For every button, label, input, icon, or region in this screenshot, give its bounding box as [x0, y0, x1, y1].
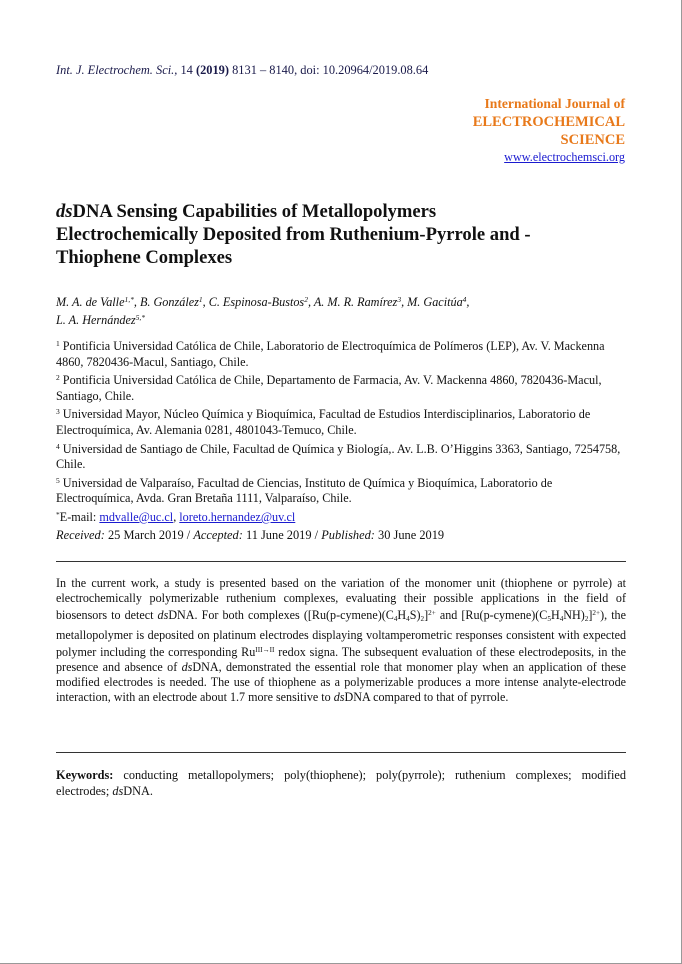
author: B. González$^1$, [139, 295, 209, 309]
journal-url-link[interactable]: www.electrochemsci.org [504, 150, 625, 164]
author: A. M. R. Ramírez$^3$, [313, 295, 408, 309]
abstract: In the current work, a study is presented based on the variation of the monomer unit (thiophene or pyrrole) at electrochemically polymerizable ruthenium complexes, evaluating their possible applications in the field of biosensors to detect dsDNA. For both complexes ($[Ru(p-cymene)(C_4H_4S)_2]^{2+}$ and $[Ru(p-cymene)(C_5H_4NH)_2]^{2+}$), the metallopolymer is deposited on platinum electrodes displaying voltamperometric responses consistent with expected polymer including the corresponding $Ru^{III\to II}$ redox signa. The subsequent evaluation of these electrodeposits, in the presence and absence of dsDNA, demonstrated the essential role that monomer play when an application of these modified electrodes is needed. The use of thiophene as a polymerizable produces a more intense analyte-electrode interaction, with an electrode about 1.7 more sensitive to dsDNA compared to that of pyrrole. [56, 576, 627, 705]
citation-line [56, 63, 428, 78]
affiliations [56, 336, 631, 526]
divider-top [56, 561, 626, 562]
accepted-date: 11 June 2019 [245, 528, 312, 542]
email-link-2[interactable]: loreto.hernandez@uv.cl [179, 509, 296, 524]
title-line2: Electrochemically Deposited from Ruthenium-Pyrrole and - [56, 224, 531, 245]
publication-dates: Received: 25 March 2019 / Accepted: 11 June 2019 / Published: 30 June 2019 [56, 528, 445, 542]
author: M. Gacitúa$^4$, [407, 295, 470, 309]
journal-abbrev: Int. J. Electrochem. Sci., [56, 63, 178, 77]
title-line1: DNA Sensing Capabilities of Metallopolymers [72, 201, 437, 222]
pages-doi: 8131 – 8140, doi: 10.20964/2019.08.64 [232, 63, 429, 77]
affiliation-5: $^5$ Universidad de Valparaíso, Facultad de Ciencias, Instituto de Química y Bioquímica, Laboratorio de Electroquímica, Avda. Gran Bretaña 1111, Valparaíso, Chile. [56, 475, 553, 506]
author-list [56, 292, 626, 328]
journal-name-line1: International Journal of [484, 96, 625, 111]
affiliation-1: $^1$ Pontificia Universidad Católica de Chile, Laboratorio de Electroquímica de Polímeros (LEP), Av. V. Mackenna 4860, 7820436-Macul, Santiago, Chile. [56, 339, 605, 369]
affiliation-4: $^4$ Universidad de Santiago de Chile, Facultad de Química y Biología,. Av. L.B. O’Higgins 3363, Santiago, 7254758, Chile. [56, 441, 621, 472]
paper-title [56, 200, 616, 269]
journal-name-line2: ELECTROCHEMICAL [472, 114, 625, 130]
volume: 14 [180, 63, 193, 77]
email-link-1[interactable]: mdvalle@uc.cl [99, 509, 174, 524]
corresponding-email: *E-mail: mdvalle@uc.cl, loreto.hernandez@uv.cl [56, 509, 296, 524]
author: C. Espinosa-Bustos$^2$, [208, 295, 314, 309]
journal-name-line3: SCIENCE [560, 132, 625, 148]
title-line3: Thiophene Complexes [56, 247, 233, 268]
affiliation-2: $^2$ Pontificia Universidad Católica de Chile, Departamento de Farmacia, Av. V. Mackenna 4860, 7820436-Macul, Santiago, Chile. [56, 373, 602, 403]
title-italic-prefix: ds [56, 201, 73, 222]
year: (2019) [195, 63, 229, 77]
author: M. A. de Valle$^{1,*}$, [56, 295, 140, 309]
keywords: Keywords: conducting metallopolymers; poly(thiophene); poly(pyrrole); ruthenium complexes; modified electrodes; dsDNA. [56, 768, 626, 798]
journal-logo-block [473, 95, 625, 166]
divider-bottom [56, 752, 626, 753]
published-date: 30 June 2019 [378, 528, 445, 542]
affiliation-3: $^3$ Universidad Mayor, Núcleo Química y Bioquímica, Facultad de Estudios Interdisciplinarios, Laboratorio de Electroquímica, Av. Alemania 0281, 4801043-Temuco, Chile. [56, 407, 591, 437]
received-date: 25 March 2019 [107, 528, 184, 542]
author: L. A. Hernández$^{5,*}$ [56, 313, 146, 327]
